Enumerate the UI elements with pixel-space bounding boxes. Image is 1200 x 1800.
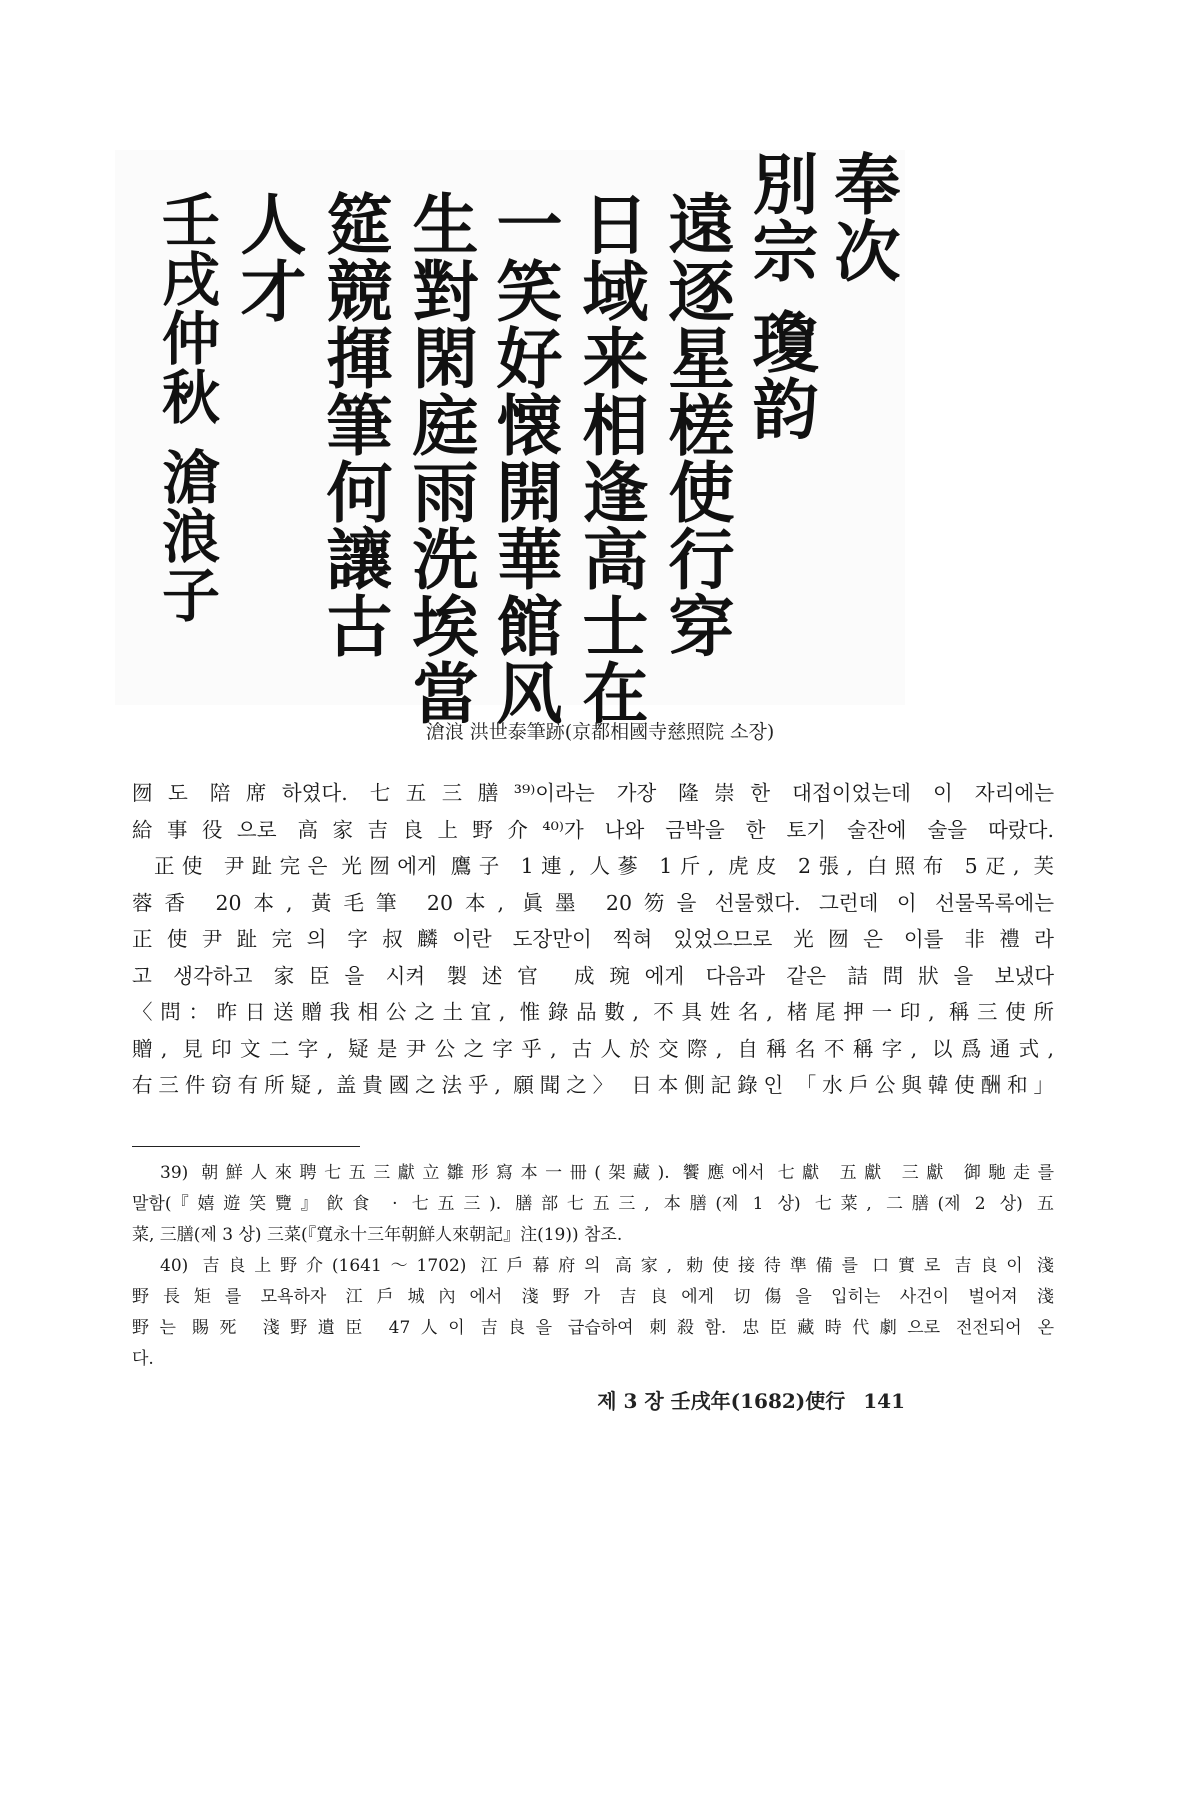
footnote-line: 다. — [132, 1349, 154, 1369]
body-line: 右三件窃有所疑, 盖貴國之法乎, 願聞之〉 日本側記錄인 「水戶公與韓使酬和」 — [132, 1073, 1054, 1097]
running-footer — [597, 1385, 905, 1414]
footnote-line: 39) 朝鮮人來聘七五三獻立雛形寫本一冊(架藏). 饗應에서 七獻 五獻 三獻 御馳走를 — [160, 1163, 1054, 1183]
calligraphy-column-2: 別宗 瓊韵 — [741, 150, 819, 442]
calligraphy-column-6: 生對閑庭雨洗埃當 — [401, 190, 479, 726]
footnote-divider — [132, 1146, 360, 1147]
calligraphy-plate — [115, 150, 905, 726]
body-line: 正使 尹趾完은 光囫에게 鷹子 1連, 人蔘 1斤, 虎皮 2張, 白照布 5疋, 芙 — [154, 854, 1054, 878]
calligraphy-column-5: 一笑好懐開華館风 — [485, 190, 563, 726]
body-line: 贈, 見印文二字, 疑是尹公之字乎, 古人於交際, 自稱名不稱字, 以爲通式, — [132, 1036, 1054, 1061]
body-line: 蓉香 20本, 黃毛筆 20本, 眞墨 20笏을 선물했다. 그런데 이 선물목록에는 — [132, 890, 1054, 915]
footnote-line: 菜, 三膳(제 3 상) 三菜(『寬永十三年朝鮮人來朝記』注(19)) 참조. — [132, 1225, 623, 1245]
footnote-line: 40) 吉良上野介(1641～1702) 江戶幕府의 高家, 勅使接待準備를 口實로 吉良이 淺 — [160, 1256, 1054, 1276]
body-line: 고 생각하고 家臣을 시켜 製述官 成琬에게 다음과 같은 詰問狀을 보냈다 — [132, 963, 1054, 988]
footnote-line: 野長矩를 모욕하자 江戶城內에서 淺野가 吉良에게 切傷을 입히는 사건이 벌어져 淺 — [132, 1287, 1054, 1307]
calligraphy-column-7: 筵競揮筆何讓古 — [315, 190, 393, 659]
body-line: 正使尹趾完의 字叔麟이란 도장만이 찍혀 있었으므로 光囫은 이를 非禮라 — [132, 927, 1054, 951]
footnotes — [132, 1158, 1054, 1375]
body-line: 給事役으로 高家吉良上野介⁴⁰⁾가 나와 금박을 한 토기 술잔에 술을 따랐다. — [132, 817, 1054, 842]
chapter-title: 제 3 장 壬戌年(1682)使行 — [597, 1389, 846, 1413]
calligraphy-column-3: 遠逐星槎使行穿 — [657, 190, 735, 659]
footnote-line: 말함(『嬉遊笑覽』飮食 · 七五三). 膳部七五三, 本膳(제 1 상) 七菜, 二膳(제 2 상) 五 — [132, 1194, 1054, 1214]
calligraphy-column-1: 奉次 — [823, 150, 901, 284]
page-number: 141 — [863, 1389, 905, 1413]
calligraphy-column-4: 日域来相逢高士在 — [571, 190, 649, 726]
footnote-line: 野는 賜死 淺野遺臣 47人이 吉良을 급습하여 刺殺함. 忠臣藏時代劇으로 전전되어 온 — [132, 1318, 1054, 1338]
body-line: 囫도 陪席하였다. 七五三膳³⁹⁾이라는 가장 隆崇한 대접이었는데 이 자리에는 — [132, 781, 1054, 805]
calligraphy-column-9: 壬戌仲秋 滄浪子 — [152, 190, 220, 625]
body-text — [132, 775, 1054, 1104]
figure-caption: 滄浪 洪世泰筆跡(京都相國寺慈照院 소장) — [425, 721, 775, 743]
body-line: 〈問：昨日送贈我相公之土宜, 惟錄品數, 不具姓名, 楮尾押一印, 稱三使所 — [132, 1000, 1054, 1024]
calligraphy-column-8: 人才 — [229, 190, 307, 324]
